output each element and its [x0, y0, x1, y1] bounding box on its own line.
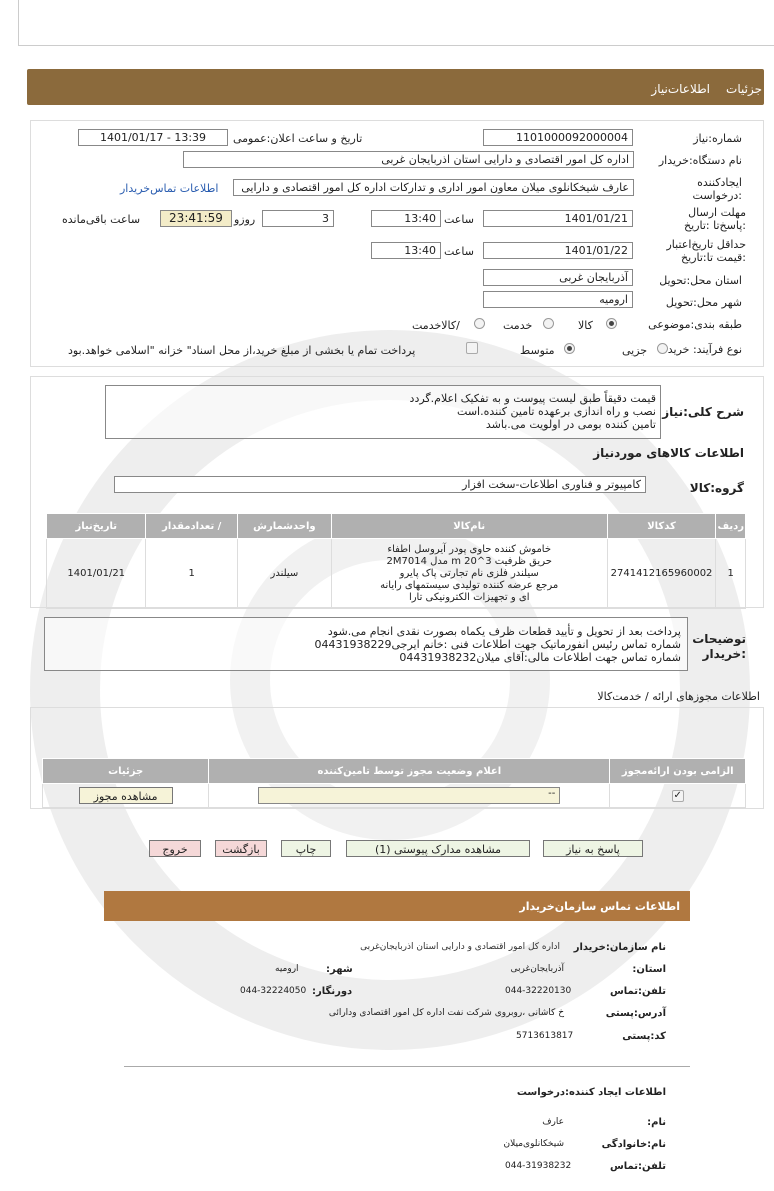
need-number-field: 1101000092000004	[483, 129, 633, 146]
first-name-label: نام:	[647, 1117, 666, 1128]
province-contact-label: استان:	[632, 964, 666, 975]
creator-info-title: اطلاعات ایجاد کننده:درخواست	[516, 1087, 666, 1098]
tab-need-info[interactable]: اطلاعات‌نیاز	[651, 82, 710, 96]
creator-label: ایجادکننده :درخواست	[692, 176, 742, 202]
permit-status-field: --	[258, 787, 560, 804]
deadline-time-field: 13:40	[371, 210, 441, 227]
validity-time-label: ساعت	[444, 245, 474, 258]
need-number-label: شماره:نیاز	[693, 132, 742, 145]
col-code: کدکالا	[607, 514, 716, 539]
validity-label: حداقل تاریخ‌اعتبار :قیمت تا:تاریخ	[666, 238, 746, 264]
summary-line: تامین کننده بومی در اولویت می.باشد	[485, 418, 656, 431]
category-goods-label: کالا	[578, 319, 593, 332]
buyer-label: نام دستگاه:خریدار	[658, 154, 742, 167]
permit-required-cell	[610, 784, 746, 808]
buyer-note-line: شماره تماس رئیس انفورماتیک جهت اطلاعات فنی :خانم ایرجی04431938229	[314, 638, 681, 651]
row-name	[331, 539, 607, 609]
col-unit: واحدشمارش	[237, 514, 331, 539]
summary-label: شرح کلی:نیاز	[662, 405, 744, 419]
province-label: استان محل:تحویل	[659, 274, 742, 287]
row-code: 2741412165960002	[607, 539, 716, 609]
permits-table	[42, 758, 746, 808]
province-field: آذربایجان غربی	[483, 269, 633, 286]
treasury-note: پرداخت تمام یا بخشی از مبلغ خرید،از محل اسناد" خزانه "اسلامی خواهد.بود	[68, 344, 416, 357]
goods-group-label: گروه:کالا	[689, 481, 744, 495]
province-contact-value: آذربایجان‌غربی	[510, 964, 564, 974]
fax-label: دورنگار:	[312, 986, 353, 997]
city-label: شهر محل:تحویل	[665, 296, 742, 309]
category-goods-radio[interactable]	[606, 318, 617, 329]
col-row: ردیف	[716, 514, 746, 539]
days-field: 3	[262, 210, 334, 227]
buyer-field: اداره کل امور اقتصادی و دارایی استان اذربایجان غربی	[183, 151, 634, 168]
deadline-time-label: ساعت	[444, 213, 474, 226]
goods-table	[46, 513, 746, 609]
left-rule	[18, 0, 19, 45]
category-service-radio[interactable]	[543, 318, 554, 329]
tel-value: 044-32220130	[505, 986, 572, 996]
col-date: تاریخ‌نیاز	[47, 514, 146, 539]
row-name-line: حریق ظرفیت 3^m 20 مدل 2M7014	[386, 555, 552, 567]
permit-details-cell	[43, 784, 209, 808]
treasury-checkbox[interactable]	[466, 342, 478, 354]
process-minor-radio[interactable]	[657, 343, 668, 354]
row-name-line: خاموش کننده حاوی پودر آیروسل اطفاء	[387, 543, 552, 555]
city-contact-value: ارومیه	[275, 964, 299, 974]
creator-field: عارف شیخکانلوی میلان معاون امور اداری و تدارکات اداره کل امور اقتصادی و دارایی	[233, 179, 634, 196]
top-divider	[18, 45, 774, 46]
back-button[interactable]: بازگشت	[215, 840, 267, 857]
validity-time-field: 13:40	[371, 242, 441, 259]
permits-title: اطلاعات مجوزهای ارائه / خدمت‌کالا	[597, 690, 760, 703]
col-name: نام‌کالا	[331, 514, 607, 539]
reply-button[interactable]: پاسخ به نیاز	[543, 840, 643, 857]
table-row	[43, 784, 746, 808]
announce-label: تاریخ و ساعت اعلان:عمومی	[233, 132, 363, 145]
summary-line: قیمت دقیقاً طبق لیست پیوست و به تفکیک اعلام.گردد	[409, 392, 656, 405]
contact-divider	[124, 1066, 690, 1067]
row-qty: 1	[146, 539, 238, 609]
category-label: طبقه بندی:موضوعی	[648, 318, 742, 331]
print-button[interactable]: چاپ	[281, 840, 331, 857]
process-medium-radio[interactable]	[564, 343, 575, 354]
summary-line: نصب و راه اندازی برعهده تامین کننده.است	[457, 405, 656, 418]
announce-field: 1401/01/17 - 13:39	[78, 129, 228, 146]
permits-table-header	[43, 759, 746, 784]
address-label: آدرس:پستی	[605, 1008, 666, 1019]
row-name-line: ای و تجهیزات الکترونیکی تارا	[408, 591, 530, 603]
goods-table-header	[47, 514, 746, 539]
last-name-label: نام:خانوادگی	[601, 1139, 666, 1150]
city-field: ارومیه	[483, 291, 633, 308]
fax-value: 044-32224050	[240, 986, 307, 996]
postal-label: کد:پستی	[622, 1031, 666, 1042]
row-name-line: مرجع عرضه کننده تولیدی سیستمهای رایانه	[380, 579, 559, 591]
remaining-time-field: 23:41:59	[160, 210, 232, 227]
exit-button[interactable]: خروج	[149, 840, 201, 857]
row-name-line: سیلندر فلزی نام تجارتی پاک پایرو	[399, 567, 539, 579]
days-label: روز‌و	[234, 213, 256, 226]
goods-section-title: اطلاعات کالاهای موردنیاز	[593, 446, 744, 460]
goods-group-field: کامپیوتر و فناوری اطلاعات-سخت افزار	[114, 476, 646, 493]
permit-col-status: اعلام وضعیت مجوز توسط تامین‌کننده	[209, 759, 610, 784]
first-name-value: عارف	[542, 1117, 564, 1127]
permit-col-details: جزئیات	[43, 759, 209, 784]
city-contact-label: شهر:	[326, 964, 353, 975]
row-index: 1	[716, 539, 746, 609]
category-both-label: /کالاخدمت	[412, 319, 460, 332]
deadline-date-field: 1401/01/21	[483, 210, 633, 227]
last-name-value: شیخکانلوی‌میلان	[503, 1139, 564, 1149]
permit-col-required: الزامی بودن ارائه‌مجوز	[610, 759, 746, 784]
buyer-note-line: پرداخت بعد از تحویل و تأیید قطعات ظرف یکماه بصورت نقدی انجام می.شود	[327, 625, 681, 638]
table-row	[47, 539, 746, 609]
view-permit-button[interactable]: مشاهده مجوز	[79, 787, 173, 804]
org-label: نام سازمان:خریدار	[573, 942, 666, 953]
tab-details[interactable]: جزئیات	[726, 82, 762, 96]
contact-header-title: اطلاعات تماس سازمان‌خریدار	[519, 900, 680, 913]
col-qty: / تعدادمقدار	[146, 514, 238, 539]
org-value: اداره کل امور اقتصادی و دارایی استان اذربایجان‌غربی	[360, 942, 560, 952]
creator-tel-label: تلفن:تماس	[609, 1161, 666, 1172]
buyer-notes-label: توضیحات :خریدار	[692, 632, 746, 661]
buyer-contact-link[interactable]: اطلاعات تماس‌خریدار	[120, 182, 219, 195]
deadline-label: مهلت ارسال :پاسخ‌تا :تاریخ	[684, 206, 746, 232]
process-minor-label: جزیی	[622, 344, 648, 357]
row-date: 1401/01/21	[47, 539, 146, 609]
row-unit: سیلندر	[237, 539, 331, 609]
permit-required-checkbox[interactable]: ✓	[673, 789, 682, 801]
attachments-button[interactable]: مشاهده مدارک پیوستی (1)	[346, 840, 530, 857]
postal-value: 5713613817	[516, 1031, 574, 1041]
validity-date-field: 1401/01/22	[483, 242, 633, 259]
process-label: نوع فرآیند: خرید	[667, 343, 742, 356]
category-service-label: خدمت	[503, 319, 533, 332]
buyer-note-line: شماره تماس جهت اطلاعات مالی:آقای میلان04431938232	[399, 651, 681, 664]
category-both-radio[interactable]	[474, 318, 485, 329]
creator-tel-value: 044-31938232	[505, 1161, 572, 1171]
process-medium-label: متوسط	[520, 344, 555, 357]
remaining-label: ساعت باقی‌مانده	[62, 213, 141, 226]
permit-status-cell	[209, 784, 610, 808]
tel-label: تلفن:تماس	[609, 986, 666, 997]
address-value: خ کاشانی ،روبروی شرکت نفت اداره کل امور اقتصادی ودارائی	[328, 1008, 564, 1018]
summary-box	[105, 385, 661, 439]
buyer-notes-box	[44, 617, 688, 671]
